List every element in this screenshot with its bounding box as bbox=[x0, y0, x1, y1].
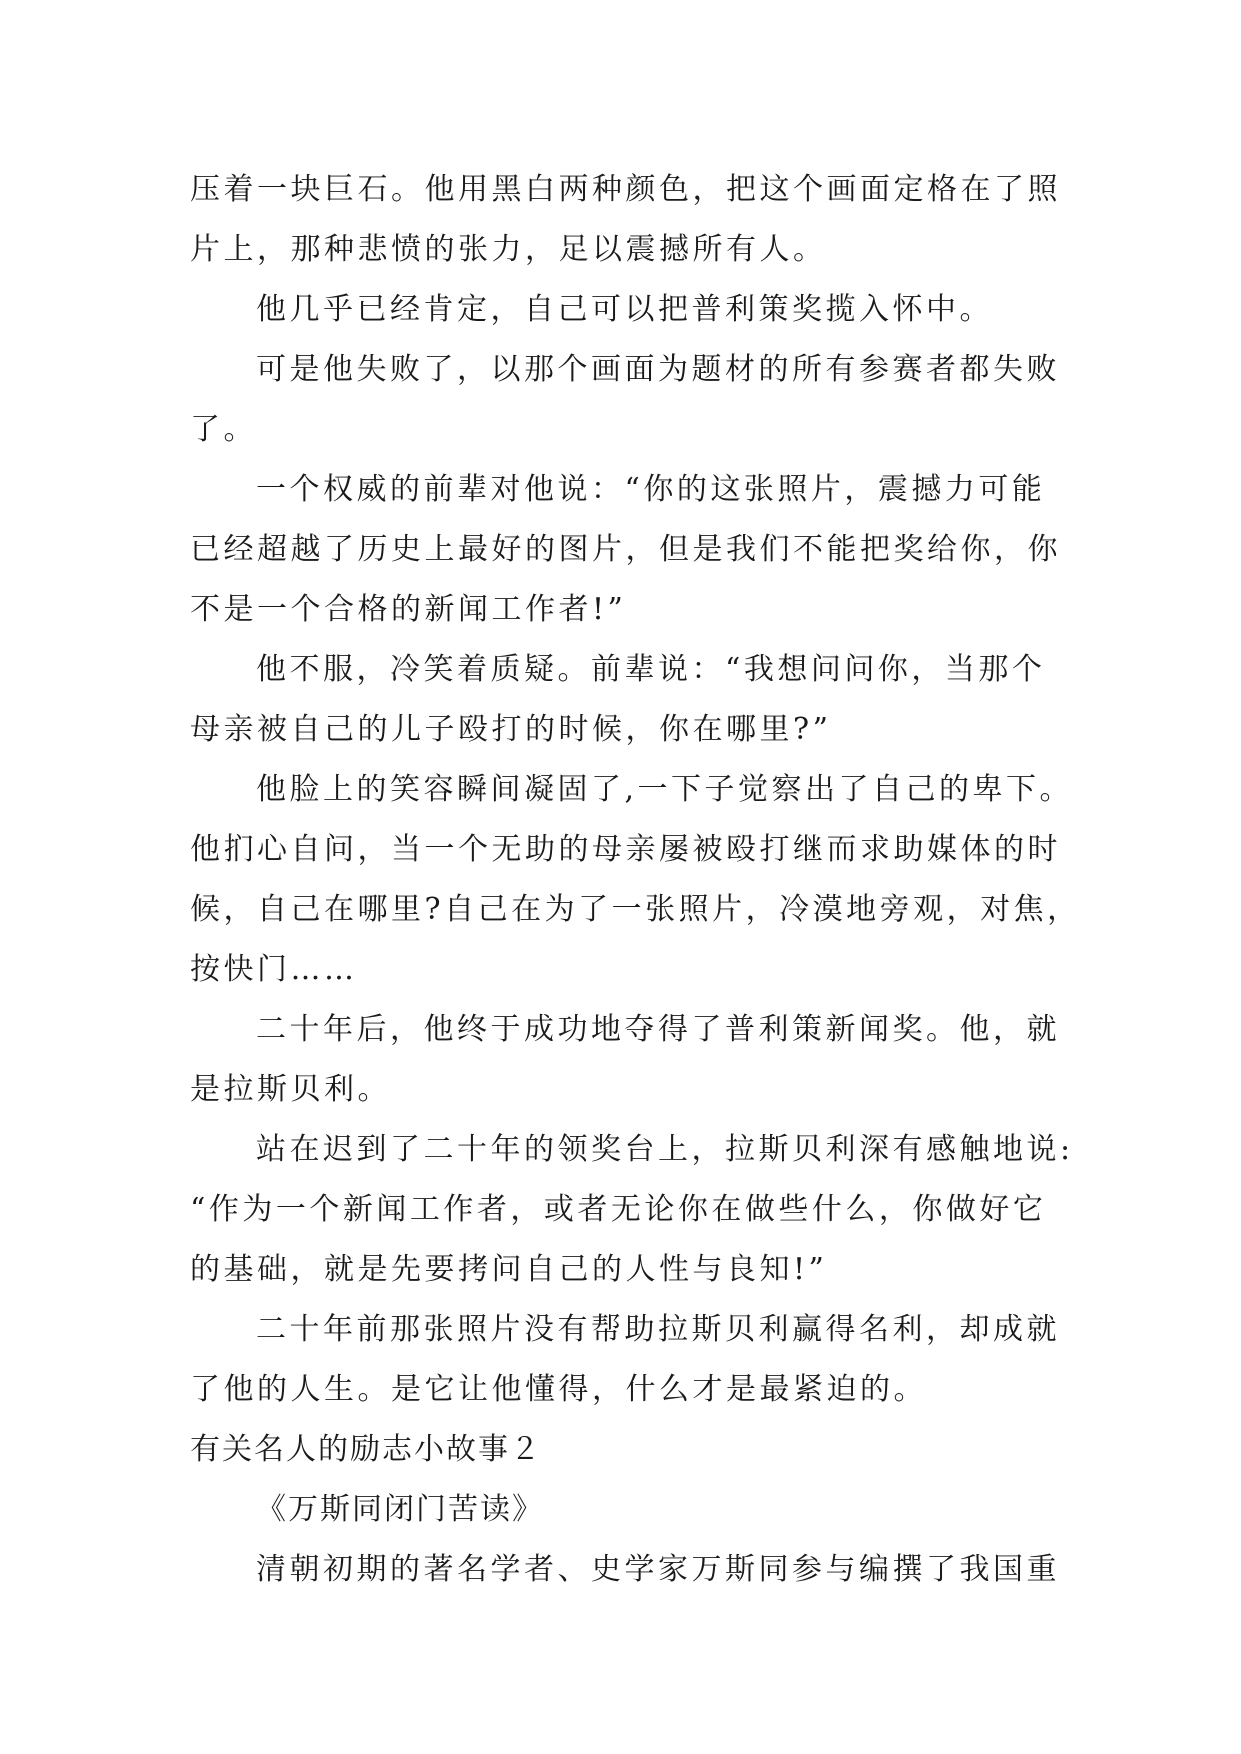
text-line: 候，自己在哪里?自己在为了一张照片，冷漠地旁观，对焦， bbox=[190, 892, 1081, 927]
text-line: 压着一块巨石。他用黑白两种颜色，把这个画面定格在了照 bbox=[190, 172, 1061, 207]
document-body bbox=[190, 160, 1081, 1600]
text-line: 他不服，冷笑着质疑。前辈说：“我想问问你，当那个 bbox=[256, 652, 1046, 687]
text-line: 二十年后，他终于成功地夺得了普利策新闻奖。他，就 bbox=[256, 1012, 1060, 1047]
text-line: 站在迟到了二十年的领奖台上，拉斯贝利深有感触地说: bbox=[256, 1132, 1074, 1167]
text-line: 母亲被自己的儿子殴打的时候，你在哪里?” bbox=[190, 712, 832, 747]
text-line: 了他的人生。是它让他懂得，什么才是最紧迫的。 bbox=[190, 1372, 927, 1407]
text-line: 了。 bbox=[190, 412, 257, 447]
text-line: 二十年前那张照片没有帮助拉斯贝利赢得名利，却成就 bbox=[256, 1312, 1060, 1347]
text-line: 一个权威的前辈对他说：“你的这张照片，震撼力可能 bbox=[256, 472, 1046, 507]
text-line: 是拉斯贝利。 bbox=[190, 1072, 391, 1107]
text-line: 可是他失败了，以那个画面为题材的所有参赛者都失败 bbox=[256, 352, 1060, 387]
text-line: 不是一个合格的新闻工作者!” bbox=[190, 592, 627, 627]
text-line: 他几乎已经肯定，自己可以把普利策奖揽入怀中。 bbox=[256, 292, 993, 327]
text-line: 按快门…… bbox=[190, 952, 358, 987]
text-line: 清朝初期的著名学者、史学家万斯同参与编撰了我国重 bbox=[256, 1552, 1060, 1587]
text-line: “作为一个新闻工作者，或者无论你在做些什么，你做好它 bbox=[190, 1192, 1047, 1227]
section-heading: 有关名人的励志小故事２ bbox=[190, 1432, 542, 1467]
story-title: 《万斯同闭门苦读》 bbox=[256, 1492, 544, 1527]
text-line: 他脸上的笑容瞬间凝固了,一下子觉察出了自己的卑下。 bbox=[256, 772, 1074, 807]
text-line: 的基础，就是先要拷问自己的人性与良知!” bbox=[190, 1252, 828, 1287]
text-line: 片上，那种悲愤的张力，足以震撼所有人。 bbox=[190, 232, 827, 267]
text-line: 已经超越了历史上最好的图片，但是我们不能把奖给你，你 bbox=[190, 532, 1061, 567]
text-line: 他扪心自问，当一个无助的母亲屡被殴打继而求助媒体的时 bbox=[190, 832, 1061, 867]
